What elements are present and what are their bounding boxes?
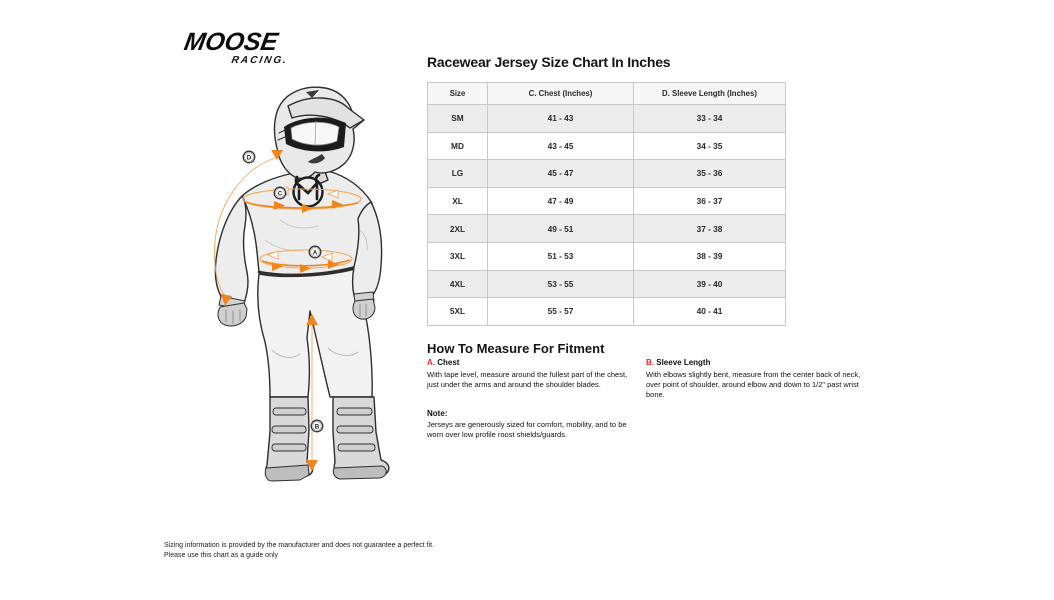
table-cell: 55 - 57 (488, 298, 634, 326)
svg-text:D: D (246, 154, 252, 162)
table-row (428, 215, 786, 243)
disclaimer-line-2: Please use this chart as a guide only (164, 551, 279, 559)
disclaimer-line-1: Sizing information is provided by the manufacturer and does not guarantee a perfect fit. (164, 542, 435, 549)
marker-d (243, 151, 255, 163)
table-row (428, 298, 786, 326)
table-cell: 40 - 41 (634, 298, 786, 326)
size-chart-table (427, 82, 786, 326)
disclaimer (164, 541, 434, 561)
marker-b (311, 420, 323, 432)
table-cell: 37 - 38 (634, 215, 786, 243)
measure-section-title (427, 358, 637, 369)
table-cell: 49 - 51 (488, 215, 634, 243)
measure-name-chest: Chest (437, 358, 460, 367)
measure-text-chest: With tape level, measure around the fullest part of the chest, just under the arms and around the shoulder blades. (427, 369, 628, 389)
table-cell: MD (428, 132, 488, 160)
table-cell: 2XL (428, 215, 488, 243)
table-cell: LG (428, 160, 488, 188)
table-cell: 34 - 35 (634, 132, 786, 160)
left-glove (218, 303, 247, 326)
table-cell: 38 - 39 (634, 242, 786, 270)
column-header-chest: C. Chest (Inches) (488, 83, 634, 105)
measure-text-sleeve: With elbows slightly bent, measure from the center back of neck, over point of shoulder, around elbow and down to 1/2" past wrist bone. (646, 369, 861, 400)
table-row (428, 242, 786, 270)
table-cell: 53 - 55 (488, 270, 634, 298)
table-cell: XL (428, 187, 488, 215)
measure-name-sleeve: Sleeve Length (656, 358, 711, 367)
marker-a (309, 246, 321, 258)
logo-text-racing: RACING. (230, 54, 289, 66)
table-cell: 35 - 36 (634, 160, 786, 188)
measure-label-a: A. (427, 358, 435, 367)
table-row (428, 160, 786, 188)
table-header-row (428, 83, 786, 105)
svg-text:A: A (312, 249, 318, 257)
table-cell: 39 - 40 (634, 270, 786, 298)
table-cell: 5XL (428, 298, 488, 326)
table-row (428, 187, 786, 215)
note-label: Note: (427, 409, 448, 418)
table-row (428, 105, 786, 133)
table-cell: 45 - 47 (488, 160, 634, 188)
table-cell: 3XL (428, 242, 488, 270)
size-table-body (428, 105, 786, 326)
table-cell: 47 - 49 (488, 187, 634, 215)
table-cell: 43 - 45 (488, 132, 634, 160)
measure-section-title (646, 358, 867, 369)
marker-c (274, 187, 286, 199)
rider-illustration (160, 70, 430, 490)
measure-section-chest (427, 358, 637, 390)
how-to-measure-heading: How To Measure For Fitment (427, 341, 605, 356)
note-section (427, 409, 635, 440)
measure-label-b: B. (646, 358, 654, 367)
page-title: Racewear Jersey Size Chart In Inches (427, 54, 671, 70)
table-cell: 33 - 34 (634, 105, 786, 133)
logo-text-moose: MOOSE (182, 28, 281, 56)
column-header-size: Size (428, 83, 488, 105)
table-cell: 4XL (428, 270, 488, 298)
table-cell: 36 - 37 (634, 187, 786, 215)
right-glove (353, 299, 375, 319)
table-cell: SM (428, 105, 488, 133)
note-text: Jerseys are generously sized for comfort, mobility, and to be worn over low profile roost shields/guards. (427, 419, 627, 439)
table-cell: 41 - 43 (488, 105, 634, 133)
svg-text:C: C (277, 190, 283, 198)
column-header-sleeve: D. Sleeve Length (Inches) (634, 83, 786, 105)
table-row (428, 270, 786, 298)
moose-racing-logo (165, 28, 295, 66)
table-cell: 51 - 53 (488, 242, 634, 270)
table-row (428, 132, 786, 160)
svg-text:B: B (314, 423, 320, 431)
measure-section-sleeve (646, 358, 867, 400)
